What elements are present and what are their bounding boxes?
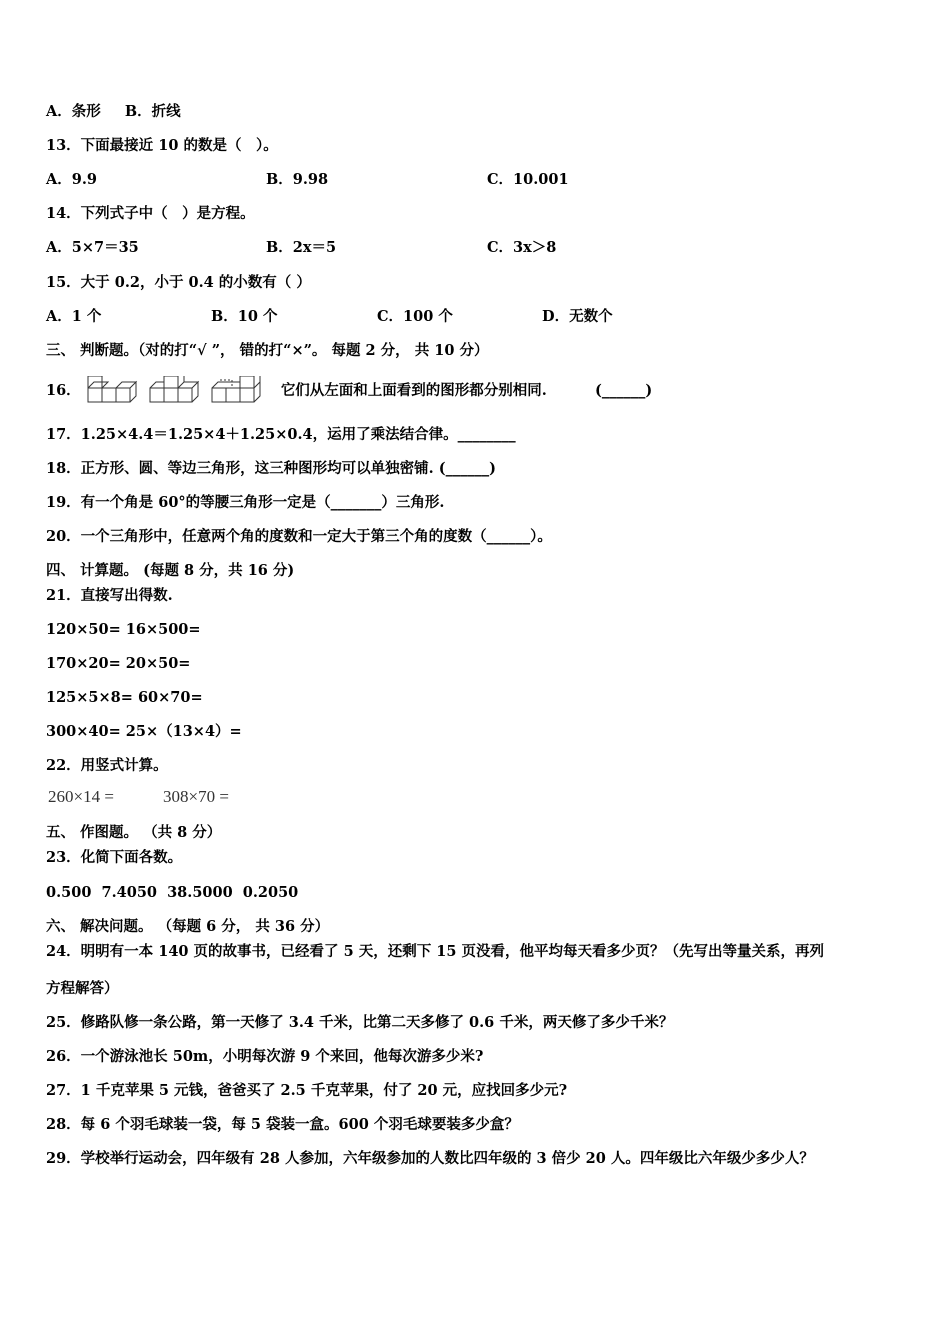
q23-stem: 23．化简下面各数。 [46, 849, 183, 866]
q15-option-a: A．1 个 [46, 308, 102, 325]
q16-number: 16． [46, 382, 81, 399]
q29: 29．学校举行运动会，四年级有 28 人参加，六年级参加的人数比四年级的 3 倍少 20 人。四年级比六年级少多少人？ [46, 1150, 814, 1167]
section-3-heading: 三、 判断题。（对的打“√ ”， 错的打“×”。 每题 2 分， 共 10 分） [46, 342, 489, 359]
q16-text: 它们从左面和上面看到的图形都分别相同. [280, 382, 547, 399]
section-4-heading: 四、 计算题。 (每题 8 分，共 16 分) [46, 562, 295, 579]
q14-option-a: A．5×7＝35 [46, 239, 139, 256]
section-5-heading: 五、 作图题。 （共 8 分） [46, 824, 222, 841]
q12-option-a: A．条形 [46, 103, 101, 120]
cube-figures-icon [86, 376, 274, 406]
q15-stem: 15．大于 0.2，小于 0.4 的小数有（ ） [46, 274, 311, 291]
q21-row: 125×5×8= 60×70= [46, 689, 203, 706]
q21-row: 170×20= 20×50= [46, 655, 191, 672]
q13-option-c: C．10.001 [487, 171, 569, 188]
q23-numbers: 0.500 7.4050 38.5000 0.2050 [46, 884, 299, 901]
q22-expressions [48, 787, 348, 811]
q24-line-1: 24．明明有一本 140 页的故事书，已经看了 5 天，还剩下 15 页没看，他平均每天看多少页？（先写出等量关系，再列 [46, 943, 824, 960]
q21-stem: 21．直接写出得数. [46, 587, 173, 604]
q14-option-b: B．2x＝5 [266, 239, 337, 256]
q19: 19．有一个角是 60°的等腰三角形一定是（_______）三角形. [46, 494, 445, 511]
q15-option-c: C．100 个 [377, 308, 453, 325]
q16-blank[interactable]: (______) [594, 382, 653, 399]
q16 [46, 376, 652, 410]
q22-stem: 22．用竖式计算。 [46, 757, 168, 774]
q15-option-b: B．10 个 [211, 308, 278, 325]
q13-option-b: B．9.98 [266, 171, 329, 188]
q17: 17．1.25×4.4＝1.25×4＋1.25×0.4，运用了乘法结合律。________ [46, 426, 516, 443]
q22-expression-1: 260×14 = [48, 787, 114, 806]
q13-stem: 13．下面最接近 10 的数是（ ）。 [46, 137, 278, 154]
q21-row: 120×50= 16×500= [46, 621, 201, 638]
q24-line-2: 方程解答） [46, 980, 119, 997]
q12-options [46, 102, 181, 122]
q26: 26．一个游泳池长 50m，小明每次游 9 个来回，他每次游多少米? [46, 1048, 484, 1065]
q25: 25．修路队修一条公路，第一天修了 3.4 千米，比第二天多修了 0.6 千米，两天修了多少千米？ [46, 1014, 674, 1031]
q20: 20．一个三角形中，任意两个角的度数和一定大于第三个角的度数（______）。 [46, 528, 552, 545]
q22-expression-2: 308×70 = [163, 787, 229, 806]
q18: 18．正方形、圆、等边三角形，这三种图形均可以单独密铺. (______) [46, 460, 496, 477]
section-6-heading: 六、 解决问题。 （每题 6 分， 共 36 分） [46, 918, 330, 935]
q21-row: 300×40= 25×（13×4）= [46, 723, 242, 740]
q14-stem: 14．下列式子中（ ）是方程。 [46, 205, 255, 222]
q14-option-c: C．3x＞8 [487, 239, 557, 256]
q13-option-a: A．9.9 [46, 171, 97, 188]
q15-option-d: D．无数个 [542, 308, 613, 325]
q27: 27．1 千克苹果 5 元钱，爸爸买了 2.5 千克苹果，付了 20 元，应找回多少元? [46, 1082, 568, 1099]
q12-option-b: B．折线 [124, 103, 181, 120]
q28: 28．每 6 个羽毛球装一袋，每 5 袋装一盒。600 个羽毛球要装多少盒？ [46, 1116, 519, 1133]
